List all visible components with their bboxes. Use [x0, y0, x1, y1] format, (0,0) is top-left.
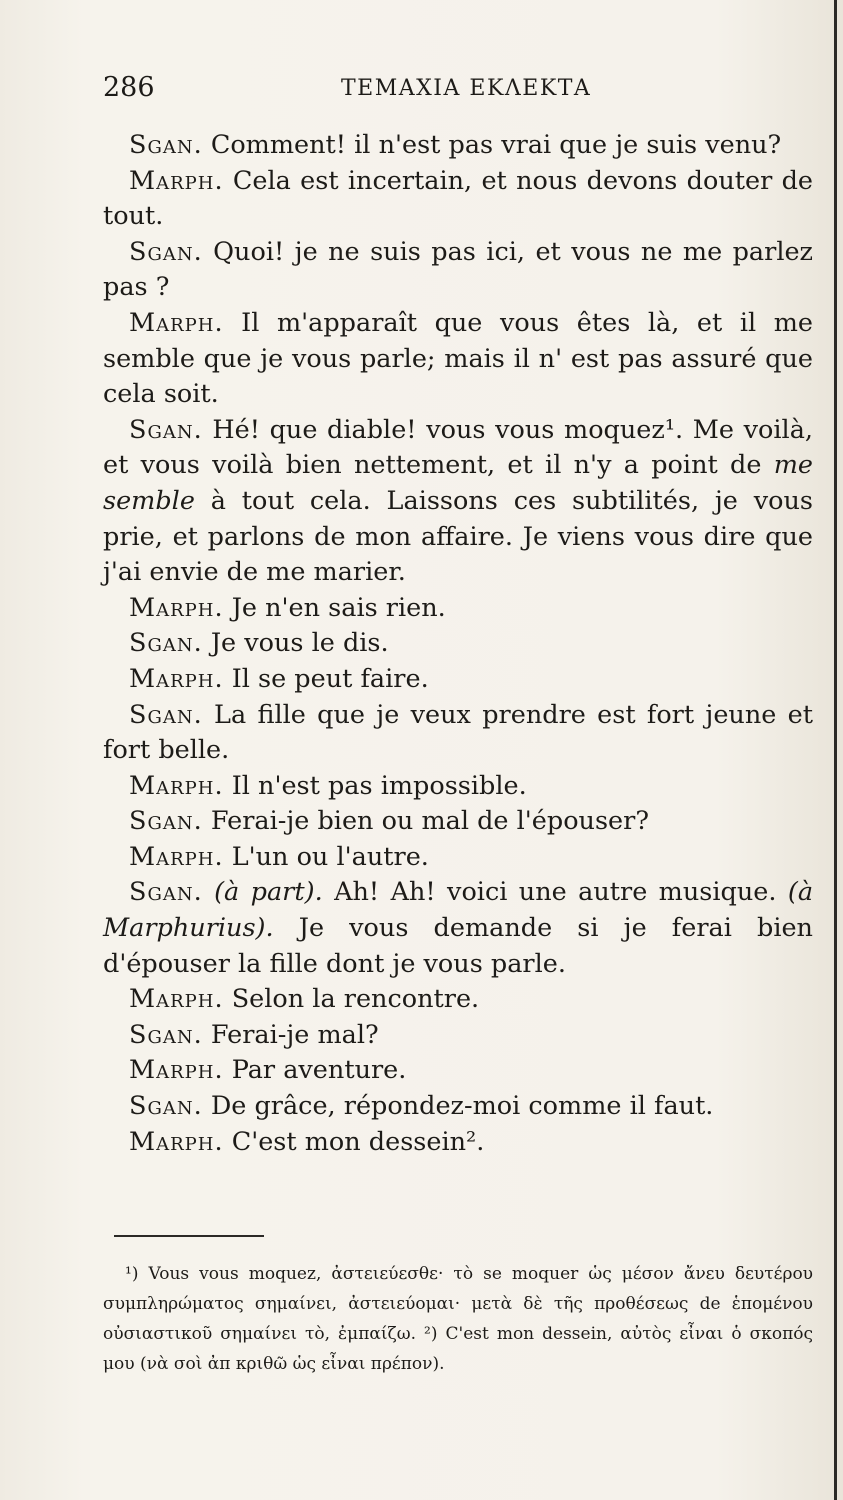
speaker-name: Sgan.	[129, 236, 203, 267]
dialogue-text	[103, 128, 813, 1160]
footnote-text: C'est mon dessein, αὐτὸς εἶναι ὁ σκοπός μου (νὰ σοὶ ἀπ κριθῶ ὡς εἶναι πρέπον).	[103, 1324, 813, 1374]
running-title: ΤΕΜΑΧΙΑ ΕΚΛΕΚΤΑ	[341, 76, 592, 101]
stage-direction: (à Marphurius).	[103, 877, 814, 944]
speaker-name: Marph.	[129, 984, 224, 1015]
line-text: Ah! Ah! voici une autre musique.	[334, 877, 777, 908]
speaker-name: Sgan.	[129, 877, 203, 908]
page-header	[103, 72, 813, 112]
speaker-name: Marph.	[129, 592, 224, 623]
dialogue-line	[103, 1089, 813, 1125]
speaker-name: Sgan.	[129, 806, 203, 837]
speaker-name: Marph.	[129, 165, 224, 196]
footnotes	[103, 1259, 813, 1379]
speaker-name: Marph.	[129, 307, 224, 338]
dialogue-line	[103, 804, 813, 840]
line-text: Je n'en sais rien.	[231, 592, 446, 623]
speaker-name: Marph.	[129, 770, 224, 801]
line-text: Ferai-je bien ou mal de l'épouser?	[210, 806, 650, 837]
line-text: Quoi! je ne suis pas ici, et vous ne me parlez pas ?	[103, 236, 813, 303]
footnote-marker: ¹)	[125, 1264, 139, 1284]
page-edge-shadow	[834, 0, 837, 1500]
line-text: L'un ou l'autre.	[231, 841, 429, 872]
line-text: Il m'apparaît que vous êtes là, et il me semble que je vous parle; mais il n' est pas assuré que cela soit.	[103, 307, 813, 410]
line-text: De grâce, répondez-moi comme il faut.	[210, 1091, 714, 1122]
emphasis-text: me semble	[103, 450, 813, 516]
dialogue-line	[103, 769, 813, 805]
dialogue-line	[103, 840, 813, 876]
line-text: Cela est incertain, et nous devons douter de tout.	[103, 165, 814, 232]
footnote-rule	[114, 1235, 264, 1237]
footnote-text: Vous vous moquez, ἀστειεύεσθε· τὸ se moquer ὡς μέσον ἄνευ δευτέρου συμπληρώματος σημαίνει, ἀστειεύομαι· μετὰ δὲ τῆς προθέσεως de ἑπομένου οὐσιαστικοῦ σημαίνει τὸ, ἐμπαίζω.	[103, 1264, 814, 1344]
dialogue-line	[103, 875, 813, 982]
dialogue-line	[103, 982, 813, 1018]
line-text: C'est mon dessein².	[231, 1126, 485, 1157]
speaker-name: Sgan.	[129, 699, 203, 730]
dialogue-line	[103, 164, 813, 235]
dialogue-line	[103, 1125, 813, 1161]
line-text: Par aventure.	[231, 1055, 407, 1086]
speaker-name: Marph.	[129, 841, 224, 872]
dialogue-line	[103, 662, 813, 698]
dialogue-line	[103, 1053, 813, 1089]
line-text: à tout cela. Laissons ces subtilités, je vous prie, et parlons de mon affaire. Je viens vous dire que j'ai envie de me marier.	[103, 485, 813, 588]
dialogue-line	[103, 698, 813, 769]
speaker-name: Marph.	[129, 1055, 224, 1086]
dialogue-line	[103, 306, 813, 413]
speaker-name: Sgan.	[129, 130, 203, 160]
dialogue-line	[103, 128, 813, 164]
speaker-name: Marph.	[129, 1126, 224, 1157]
dialogue-line	[103, 235, 813, 306]
line-text: Il se peut faire.	[231, 663, 429, 694]
line-text: Je vous le dis.	[210, 628, 389, 659]
speaker-name: Sgan.	[129, 1091, 203, 1122]
line-text: Comment! il n'est pas vrai que je suis venu?	[210, 130, 782, 160]
line-text: Hé! que diable! vous vous moquez¹. Me voilà, et vous voilà bien nettement, et il n'y a point de	[103, 414, 814, 481]
line-text: La fille que je veux prendre est fort jeune et fort belle.	[103, 699, 813, 766]
footnote-marker: ²)	[424, 1324, 438, 1344]
dialogue-line	[103, 1018, 813, 1054]
dialogue-line	[103, 591, 813, 627]
speaker-name: Sgan.	[129, 628, 203, 659]
line-text: Il n'est pas impossible.	[231, 770, 527, 801]
line-text: Je vous demande si je ferai bien d'épouser la fille dont je vous parle.	[103, 913, 813, 979]
line-text: Ferai-je mal?	[210, 1019, 379, 1050]
footnote	[103, 1259, 813, 1379]
speaker-name: Sgan.	[129, 1019, 203, 1050]
dialogue-line	[103, 413, 813, 591]
speaker-name: Marph.	[129, 663, 224, 694]
stage-direction: (à part).	[214, 877, 323, 908]
dialogue-line	[103, 626, 813, 662]
speaker-name: Sgan.	[129, 414, 203, 445]
page-number: 286	[103, 72, 155, 103]
line-text: Selon la rencontre.	[231, 984, 480, 1015]
